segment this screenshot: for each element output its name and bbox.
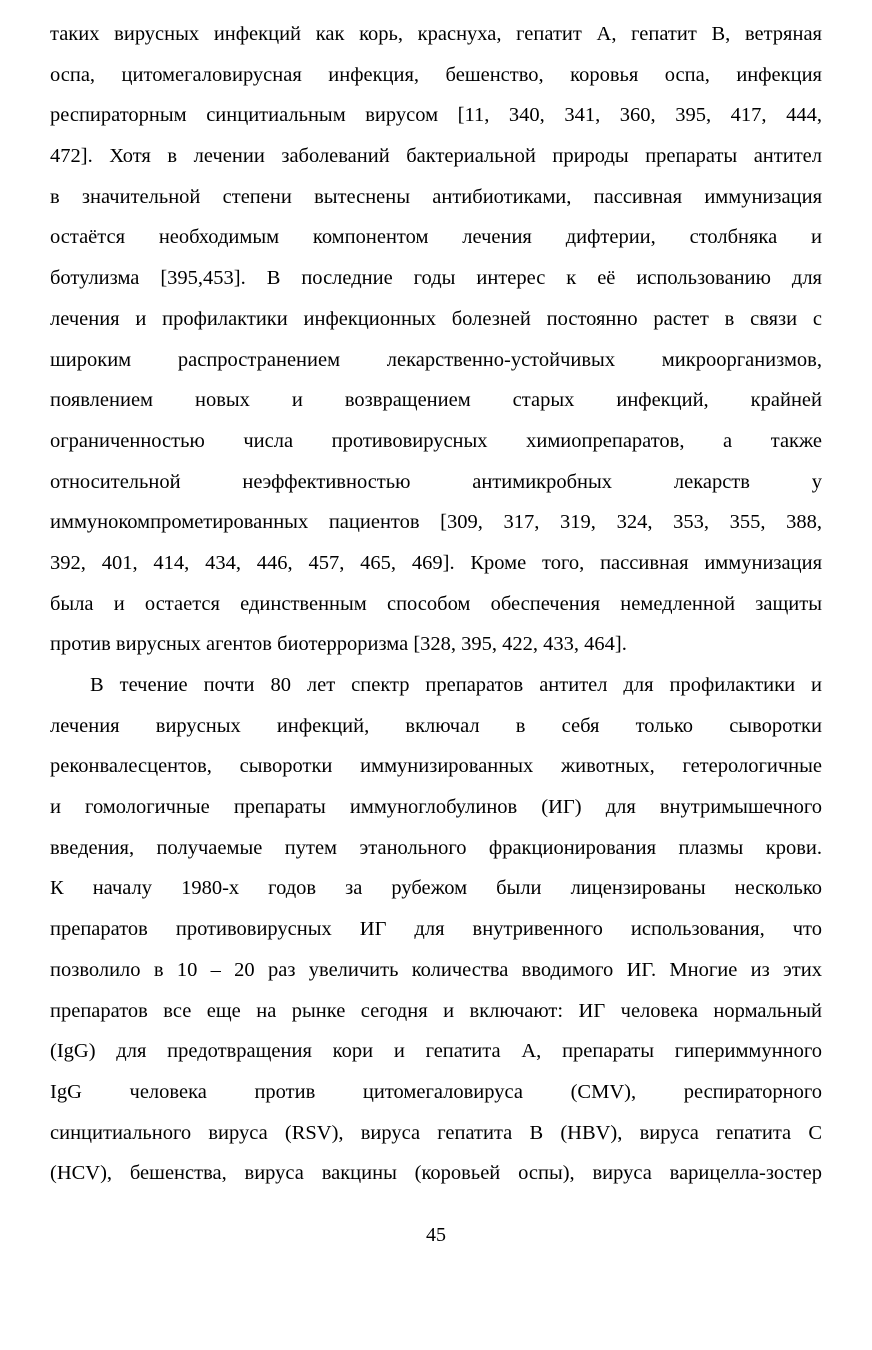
text-line: в значительной степени вытеснены антибиотиками, пассивная иммунизация [50,185,822,208]
text-line: (IgG) для предотвращения кори и гепатита А, препараты гипериммунного [50,1040,822,1063]
text-line: против вирусных агентов биотерроризма [328, 395, 422, 433, 464]. [50,633,627,656]
text-line: респираторным синцитиальным вирусом [11, 340, 341, 360, 395, 417, 444, [50,104,822,127]
text-line: появлением новых и возвращением старых инфекций, крайней [50,389,822,412]
text-line: оспа, цитомегаловирусная инфекция, бешенство, коровья оспа, инфекция [50,63,822,86]
text-line: (HCV), бешенства, вируса вакцины (коровьей оспы), вируса варицелла-зостер [50,1162,822,1185]
text-line: относительной неэффективностью антимикробных лекарств у [50,470,822,493]
text-line: препаратов все еще на рынке сегодня и включают: ИГ человека нормальный [50,999,822,1022]
text-line: К началу 1980-х годов за рубежом были лицензированы несколько [50,877,822,900]
text-line: иммунокомпрометированных пациентов [309, 317, 319, 324, 353, 355, 388, [50,511,822,534]
paragraph [50,14,822,665]
text-line: синцитиального вируса (RSV), вируса гепатита В (HBV), вируса гепатита С [50,1121,822,1144]
text-line: ограниченностью числа противовирусных химиопрепаратов, а также [50,429,822,452]
text-line: 472]. Хотя в лечении заболеваний бактериальной природы препараты антител [50,145,822,168]
text-line: и гомологичные препараты иммуноглобулинов (ИГ) для внутримышечного [50,796,822,819]
text-line: введения, получаемые путем этанольного фракционирования плазмы крови. [50,836,822,859]
page-number: 45 [426,1224,446,1246]
text-line: IgG человека против цитомегаловируса (CMV), респираторного [50,1080,822,1103]
text-line: широким распространением лекарственно-устойчивых микроорганизмов, [50,348,822,371]
text-line: препаратов противовирусных ИГ для внутривенного использования, что [50,918,822,941]
text-line: 392, 401, 414, 434, 446, 457, 465, 469]. Кроме того, пассивная иммунизация [50,551,822,574]
body-text [50,14,822,1194]
text-line: лечения вирусных инфекций, включал в себя только сыворотки [50,714,822,737]
text-line: реконвалесцентов, сыворотки иммунизированных животных, гетерологичные [50,755,822,778]
text-line: ботулизма [395,453]. В последние годы интерес к её использованию для [50,267,822,290]
paragraph [50,665,822,1194]
text-line: таких вирусных инфекций как корь, краснуха, гепатит А, гепатит В, ветряная [50,23,822,45]
text-line: была и остается единственным способом обеспечения немедленной защиты [50,592,822,615]
text-line: остаётся необходимым компонентом лечения дифтерии, столбняка и [50,226,822,249]
text-line: лечения и профилактики инфекционных болезней постоянно растет в связи с [50,307,822,330]
text-line: позволило в 10 – 20 раз увеличить количества вводимого ИГ. Многие из этих [50,958,822,981]
text-line: В течение почти 80 лет спектр препаратов антител для профилактики и [90,674,822,696]
